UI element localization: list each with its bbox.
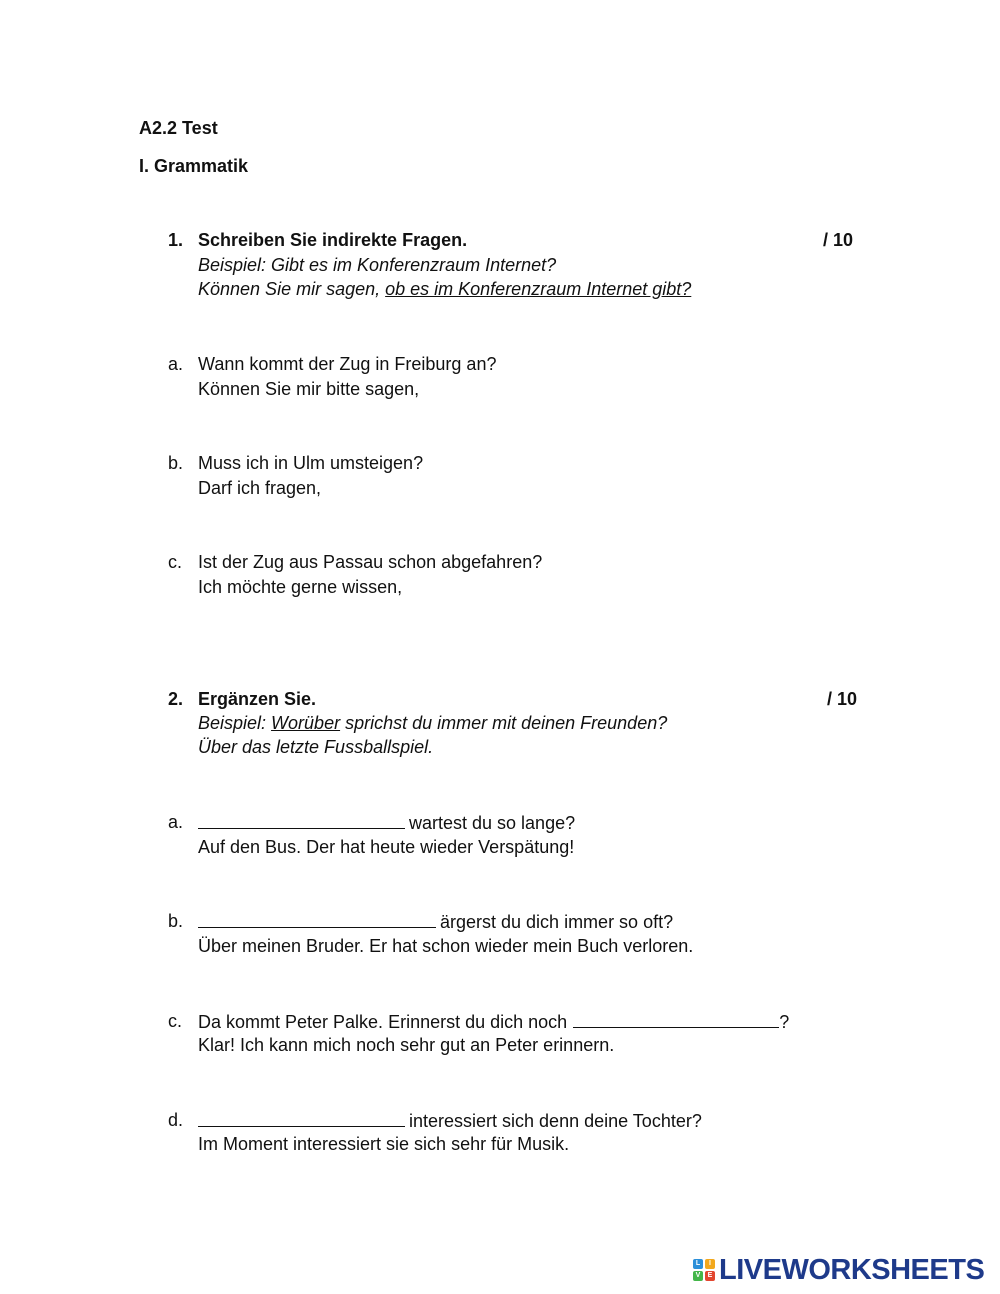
task1-example-answer-underlined: ob es im Konferenzraum Internet gibt? <box>385 279 692 299</box>
task2-example-underlined: Worüber <box>271 713 341 733</box>
task2-example-prefix: Beispiel: <box>198 713 272 733</box>
task1-number: 1. <box>168 230 184 250</box>
task2-item-a-answer: Auf den Bus. Der hat heute wieder Verspätung! <box>198 837 575 857</box>
task1-item-b-prompt[interactable]: Darf ich fragen, <box>198 478 322 498</box>
task2-example-rest: sprichst du immer mit deinen Freunden? <box>340 713 668 733</box>
task1-item-a-letter: a. <box>168 354 184 374</box>
task2-item-d-line <box>198 1108 702 1133</box>
task2-item-d-blank[interactable] <box>198 1108 405 1127</box>
task2-number: 2. <box>168 689 184 709</box>
task1-score: / 10 <box>823 230 854 250</box>
logo-brand-text: LIVEWORKSHEETS <box>719 1253 985 1286</box>
task1-example-answer <box>198 277 691 301</box>
task1-item-a-question: Wann kommt der Zug in Freiburg an? <box>198 354 497 374</box>
task2-item-a-letter: a. <box>168 812 184 832</box>
task2-example-question <box>198 711 667 735</box>
logo-grid-icon <box>693 1259 715 1281</box>
task1-item-c-question: Ist der Zug aus Passau schon abgefahren? <box>198 552 543 572</box>
logo-square-l: L <box>693 1259 703 1269</box>
task2-item-c-line <box>198 1009 789 1034</box>
task2-item-c-before: Da kommt Peter Palke. Erinnerst du dich noch <box>198 1012 568 1032</box>
task1-instruction: Schreiben Sie indirekte Fragen. <box>198 230 468 250</box>
task2-item-b-letter: b. <box>168 911 184 931</box>
task2-example-answer: Über das letzte Fussballspiel. <box>198 737 434 757</box>
task1-item-c-prompt[interactable]: Ich möchte gerne wissen, <box>198 577 403 597</box>
task2-item-b-blank[interactable] <box>198 909 436 928</box>
task1-example-question: Beispiel: Gibt es im Konferenzraum Internet? <box>198 255 557 275</box>
test-title: A2.2 Test <box>139 118 218 138</box>
task1-item-c-letter: c. <box>168 552 183 572</box>
task1-example-answer-prefix: Können Sie mir sagen, <box>198 279 386 299</box>
logo-square-e: E <box>705 1271 715 1281</box>
task2-score: / 10 <box>827 689 858 709</box>
task2-item-c-after: ? <box>779 1012 790 1032</box>
task1-item-b-question: Muss ich in Ulm umsteigen? <box>198 453 424 473</box>
task2-instruction: Ergänzen Sie. <box>198 689 317 709</box>
task2-item-a-after: wartest du so lange? <box>409 813 576 833</box>
liveworksheets-logo <box>693 1254 984 1286</box>
task2-item-c-letter: c. <box>168 1011 183 1031</box>
task2-item-d-answer: Im Moment interessiert sie sich sehr für Musik. <box>198 1134 570 1154</box>
section-title: I. Grammatik <box>139 156 249 176</box>
task2-item-c-answer: Klar! Ich kann mich noch sehr gut an Peter erinnern. <box>198 1035 615 1055</box>
task2-item-b-answer: Über meinen Bruder. Er hat schon wieder mein Buch verloren. <box>198 936 694 956</box>
task2-item-c-blank[interactable] <box>573 1009 779 1028</box>
task1-item-a-prompt[interactable]: Können Sie mir bitte sagen, <box>198 379 420 399</box>
logo-square-i: I <box>705 1259 715 1269</box>
task2-item-d-after: interessiert sich denn deine Tochter? <box>409 1111 702 1131</box>
task2-item-b-line <box>198 909 673 934</box>
task2-item-a-line <box>198 810 575 835</box>
task2-item-b-after: ärgerst du dich immer so oft? <box>440 912 674 932</box>
task1-item-b-letter: b. <box>168 453 184 473</box>
logo-square-v: V <box>693 1271 703 1281</box>
task2-item-d-letter: d. <box>168 1110 184 1130</box>
task2-item-a-blank[interactable] <box>198 810 405 829</box>
